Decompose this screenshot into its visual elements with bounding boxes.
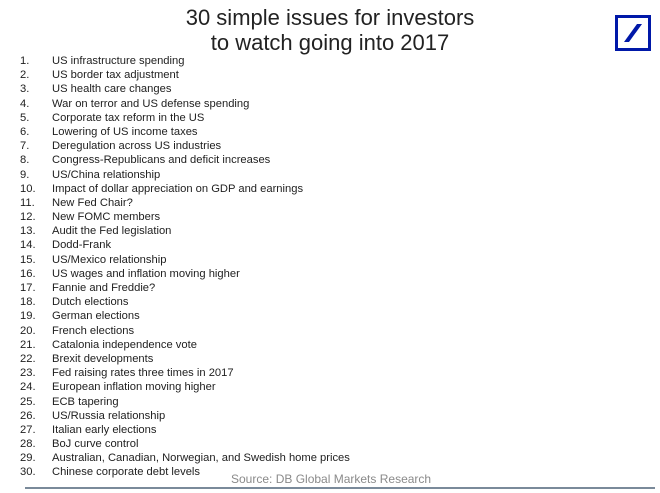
item-text: US/Russia relationship (52, 409, 166, 422)
deutsche-bank-logo-icon (615, 15, 651, 51)
list-item (20, 82, 350, 96)
bottom-divider (25, 487, 655, 489)
item-number: 15. (20, 253, 36, 266)
list-item (20, 395, 350, 409)
item-text: US health care changes (52, 83, 172, 96)
list-item (20, 97, 350, 111)
list-item (20, 196, 350, 210)
item-text: Dutch elections (52, 296, 129, 309)
item-number: 26. (20, 409, 36, 422)
item-text: Dodd-Frank (52, 239, 112, 252)
list-item (20, 224, 350, 238)
item-number: 5. (20, 111, 30, 124)
list-item (20, 366, 350, 380)
item-number: 17. (20, 282, 36, 294)
item-number: 10. (20, 182, 36, 195)
item-text: Audit the Fed legislation (52, 225, 172, 238)
list-item (20, 295, 350, 309)
list-item (20, 182, 350, 196)
list-item (20, 153, 350, 167)
item-number: 24. (20, 381, 36, 394)
issues-list (20, 54, 350, 480)
item-number: 18. (20, 296, 36, 309)
item-text: Impact of dollar appreciation on GDP and earnings (52, 182, 304, 195)
list-item (20, 267, 350, 281)
list-item (20, 210, 350, 224)
list-item (20, 54, 350, 68)
item-text: BoJ curve control (52, 438, 139, 451)
item-number: 8. (20, 154, 30, 167)
list-item (20, 352, 350, 366)
list-item (20, 338, 350, 352)
list-item (20, 68, 350, 82)
item-number: 19. (20, 310, 36, 323)
title-line-2: to watch going into 2017 (210, 30, 450, 55)
item-text: ECB tapering (52, 395, 119, 408)
list-item (20, 451, 350, 465)
item-text: Brexit developments (52, 352, 154, 365)
item-number: 7. (20, 140, 30, 153)
item-number: 25. (20, 395, 36, 408)
item-number: 13. (20, 225, 36, 238)
slash-icon (618, 18, 648, 48)
item-number: 11. (20, 196, 35, 209)
item-number: 3. (20, 83, 30, 96)
page-title (130, 5, 530, 55)
item-text: Fed raising rates three times in 2017 (52, 367, 234, 380)
item-number: 14. (20, 239, 36, 252)
item-text: European inflation moving higher (52, 381, 216, 394)
list-item (20, 423, 350, 437)
item-number: 28. (20, 438, 36, 451)
item-number: 2. (20, 69, 30, 82)
item-number: 12. (20, 211, 36, 224)
list-item (20, 437, 350, 451)
list-item (20, 281, 350, 295)
list-item (20, 238, 350, 252)
item-text: US infrastructure spending (52, 55, 185, 67)
item-text: Australian, Canadian, Norwegian, and Swedish home prices (52, 452, 350, 465)
item-text: War on terror and US defense spending (52, 97, 250, 110)
item-number: 23. (20, 367, 36, 380)
item-text: US wages and inflation moving higher (52, 267, 240, 280)
list-item (20, 253, 350, 267)
list-item (20, 409, 350, 423)
item-text: German elections (52, 310, 140, 323)
item-number: 22. (20, 352, 36, 365)
list-item (20, 139, 350, 153)
list-item (20, 125, 350, 139)
item-number: 4. (20, 97, 30, 110)
list-item (20, 309, 350, 323)
item-text: US/Mexico relationship (52, 253, 167, 266)
item-text: Fannie and Freddie? (52, 282, 156, 294)
item-number: 20. (20, 324, 36, 337)
item-text: US border tax adjustment (52, 69, 179, 82)
item-text: Chinese corporate debt levels (52, 466, 201, 479)
item-text: Catalonia independence vote (52, 338, 197, 351)
item-text: New FOMC members (52, 211, 161, 224)
item-number: 6. (20, 125, 30, 138)
item-text: Lowering of US income taxes (52, 125, 198, 138)
source-caption: Source: DB Global Markets Research (231, 472, 432, 486)
item-number: 16. (20, 267, 36, 280)
item-text: New Fed Chair? (52, 196, 133, 209)
item-number: 30. (20, 466, 36, 479)
title-line-1: 30 simple issues for investors (185, 5, 475, 30)
item-text: Deregulation across US industries (52, 140, 222, 153)
item-number: 29. (20, 452, 36, 465)
list-item (20, 324, 350, 338)
item-number: 1. (20, 55, 30, 67)
list-item (20, 111, 350, 125)
list-item (20, 380, 350, 394)
list-item (20, 168, 350, 182)
item-text: French elections (52, 324, 135, 337)
item-number: 9. (20, 168, 30, 181)
item-text: Italian early elections (52, 423, 157, 436)
item-number: 27. (20, 423, 36, 436)
item-text: US/China relationship (52, 168, 161, 181)
item-text: Congress-Republicans and deficit increases (52, 154, 271, 167)
item-number: 21. (20, 338, 36, 351)
item-text: Corporate tax reform in the US (52, 111, 205, 124)
